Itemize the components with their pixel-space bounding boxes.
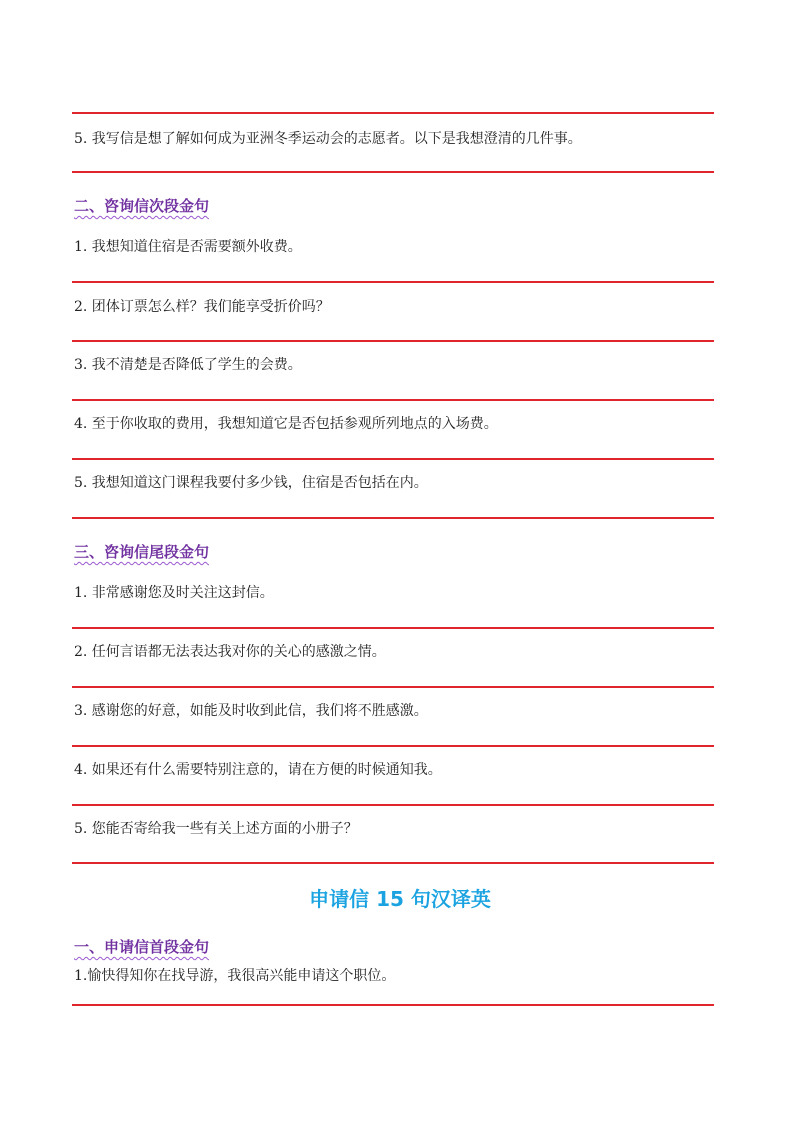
answer-line (72, 171, 714, 173)
sentence-item: 5. 您能否寄给我一些有关上述方面的小册子？ (74, 821, 358, 837)
answer-line (72, 399, 714, 401)
document-title: 申请信 15 句汉译英 (309, 887, 491, 911)
answer-line (72, 745, 714, 747)
section-heading: 一、申请信首段金句 (74, 938, 210, 956)
answer-line (72, 340, 714, 342)
sentence-item: 2. 团体订票怎么样？我们能享受折价吗？ (74, 299, 330, 315)
section-heading: 二、咨询信次段金句 (74, 197, 210, 215)
answer-line (72, 804, 714, 806)
sentence-item: 1.愉快得知你在找导游，我很高兴能申请这个职位。 (74, 968, 396, 984)
answer-line (72, 517, 714, 519)
sentence-item: 1. 我想知道住宿是否需要额外收费。 (74, 239, 302, 255)
answer-line (72, 458, 714, 460)
sentence-item: 3. 我不清楚是否降低了学生的会费。 (74, 357, 302, 373)
sentence-item: 4. 至于你收取的费用，我想知道它是否包括参观所列地点的入场费。 (74, 416, 498, 432)
answer-line (72, 281, 714, 283)
sentence-item: 3. 感谢您的好意，如能及时收到此信，我们将不胜感激。 (74, 703, 428, 719)
sentence-item: 1. 非常感谢您及时关注这封信。 (74, 585, 274, 601)
sentence-item: 4. 如果还有什么需要特别注意的，请在方便的时候通知我。 (74, 762, 442, 778)
answer-line (72, 686, 714, 688)
sentence-item: 5. 我写信是想了解如何成为亚洲冬季运动会的志愿者。以下是我想澄清的几件事。 (74, 131, 582, 147)
answer-line (72, 862, 714, 864)
answer-line (72, 627, 714, 629)
section-heading: 三、咨询信尾段金句 (74, 543, 210, 561)
sentence-item: 5. 我想知道这门课程我要付多少钱，住宿是否包括在内。 (74, 475, 428, 491)
answer-line (72, 112, 714, 114)
answer-line (72, 1004, 714, 1006)
sentence-item: 2. 任何言语都无法表达我对你的关心的感激之情。 (74, 644, 386, 660)
